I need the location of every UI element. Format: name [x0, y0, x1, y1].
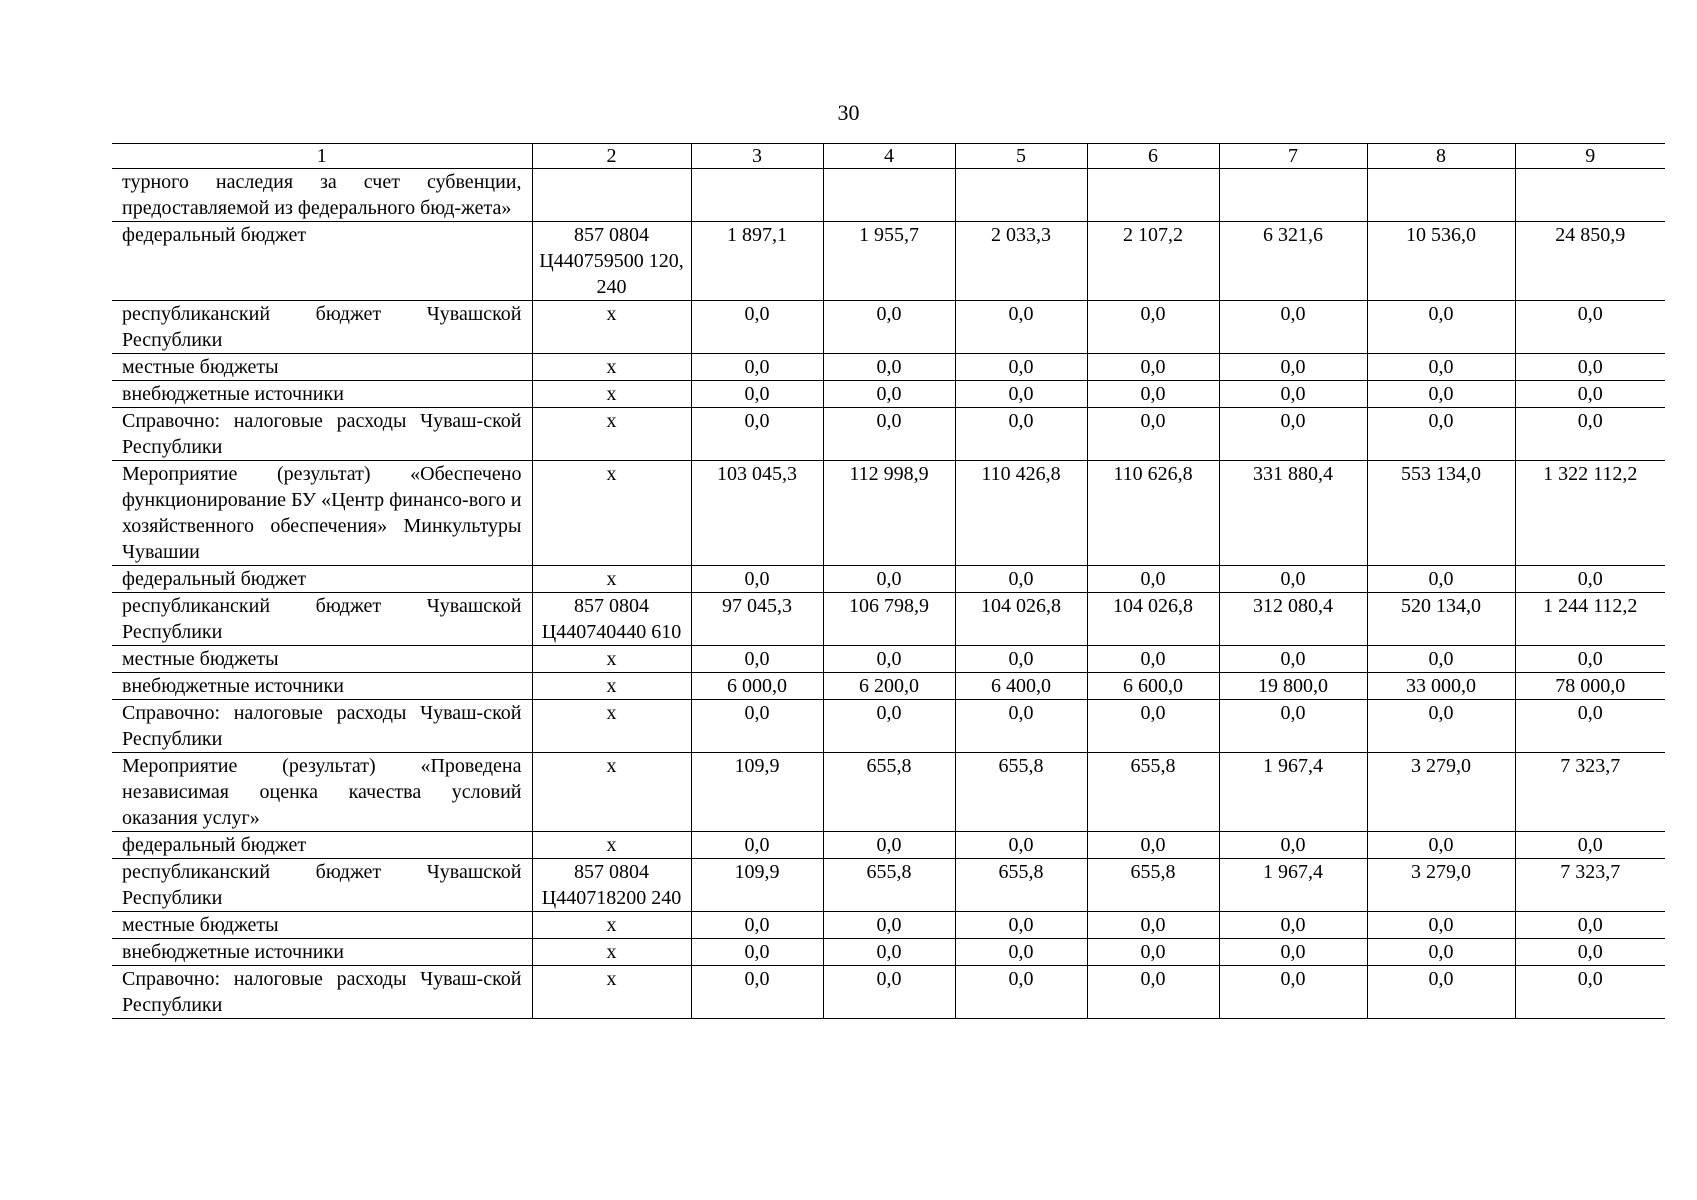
header-cell: 2 — [532, 144, 691, 169]
value-cell: 0,0 — [1367, 381, 1515, 408]
value-cell: 106 798,9 — [823, 593, 955, 646]
value-cell: 0,0 — [955, 832, 1087, 859]
value-cell: 0,0 — [1515, 700, 1665, 753]
value-cell: 0,0 — [691, 646, 823, 673]
value-cell: 0,0 — [1087, 408, 1219, 461]
value-cell: 7 323,7 — [1515, 753, 1665, 832]
value-cell: 6 600,0 — [1087, 673, 1219, 700]
budget-code-cell: 857 0804 Ц440740440 610 — [532, 593, 691, 646]
header-cell: 5 — [955, 144, 1087, 169]
value-cell: 6 000,0 — [691, 673, 823, 700]
value-cell: 0,0 — [691, 381, 823, 408]
value-cell: 0,0 — [1219, 939, 1367, 966]
item-name-cell: федеральный бюджет — [112, 832, 532, 859]
budget-code-cell: 857 0804 Ц440759500 120, 240 — [532, 222, 691, 301]
value-cell: 0,0 — [1219, 646, 1367, 673]
value-cell: 104 026,8 — [955, 593, 1087, 646]
value-cell: 0,0 — [1367, 700, 1515, 753]
value-cell: 312 080,4 — [1219, 593, 1367, 646]
value-cell: 0,0 — [1087, 566, 1219, 593]
value-cell: 0,0 — [1219, 912, 1367, 939]
value-cell: 0,0 — [1087, 646, 1219, 673]
page-number: 30 — [837, 100, 860, 125]
value-cell: 109,9 — [691, 753, 823, 832]
value-cell: 109,9 — [691, 859, 823, 912]
table-row — [112, 700, 1665, 753]
value-cell — [1367, 169, 1515, 222]
value-cell: 104 026,8 — [1087, 593, 1219, 646]
value-cell: 0,0 — [823, 408, 955, 461]
value-cell: 0,0 — [1515, 939, 1665, 966]
header-cell: 7 — [1219, 144, 1367, 169]
value-cell: 0,0 — [955, 646, 1087, 673]
table-row — [112, 301, 1665, 354]
value-cell: 0,0 — [1219, 381, 1367, 408]
value-cell: 0,0 — [823, 939, 955, 966]
value-cell — [823, 169, 955, 222]
value-cell: 0,0 — [691, 301, 823, 354]
table-row — [112, 381, 1665, 408]
value-cell: 0,0 — [1367, 646, 1515, 673]
budget-table — [112, 143, 1665, 1019]
value-cell: 0,0 — [1087, 832, 1219, 859]
budget-code-cell: х — [532, 381, 691, 408]
value-cell: 2 033,3 — [955, 222, 1087, 301]
value-cell: 0,0 — [955, 301, 1087, 354]
value-cell: 6 321,6 — [1219, 222, 1367, 301]
budget-code-cell: х — [532, 832, 691, 859]
value-cell: 0,0 — [823, 354, 955, 381]
value-cell: 0,0 — [823, 966, 955, 1019]
table-row — [112, 939, 1665, 966]
item-name-cell: Справочно: налоговые расходы Чуваш-ской Республики — [112, 700, 532, 753]
budget-code-cell: 857 0804 Ц440718200 240 — [532, 859, 691, 912]
value-cell — [691, 169, 823, 222]
value-cell: 0,0 — [1515, 832, 1665, 859]
value-cell: 0,0 — [1219, 354, 1367, 381]
budget-code-cell: х — [532, 700, 691, 753]
value-cell: 0,0 — [691, 408, 823, 461]
value-cell: 0,0 — [1515, 301, 1665, 354]
table-row — [112, 408, 1665, 461]
value-cell: 0,0 — [1219, 566, 1367, 593]
table-row — [112, 673, 1665, 700]
value-cell: 0,0 — [1087, 912, 1219, 939]
item-name-cell: федеральный бюджет — [112, 222, 532, 301]
value-cell: 1 967,4 — [1219, 753, 1367, 832]
value-cell: 0,0 — [1515, 646, 1665, 673]
value-cell: 0,0 — [1515, 566, 1665, 593]
value-cell: 78 000,0 — [1515, 673, 1665, 700]
header-row — [112, 144, 1665, 169]
table-row — [112, 859, 1665, 912]
value-cell: 0,0 — [955, 408, 1087, 461]
item-name-cell: республиканский бюджет Чувашской Республики — [112, 859, 532, 912]
value-cell — [955, 169, 1087, 222]
budget-code-cell: х — [532, 939, 691, 966]
value-cell: 2 107,2 — [1087, 222, 1219, 301]
item-name-cell: Справочно: налоговые расходы Чуваш-ской Республики — [112, 966, 532, 1019]
budget-code-cell: х — [532, 646, 691, 673]
budget-code-cell: х — [532, 673, 691, 700]
item-name-cell: республиканский бюджет Чувашской Республики — [112, 301, 532, 354]
item-name-cell: местные бюджеты — [112, 912, 532, 939]
value-cell: 0,0 — [823, 566, 955, 593]
value-cell: 0,0 — [1087, 966, 1219, 1019]
value-cell: 0,0 — [691, 912, 823, 939]
value-cell: 0,0 — [1367, 301, 1515, 354]
value-cell: 655,8 — [955, 753, 1087, 832]
value-cell: 0,0 — [1367, 832, 1515, 859]
value-cell: 110 626,8 — [1087, 461, 1219, 566]
item-name-cell: республиканский бюджет Чувашской Республики — [112, 593, 532, 646]
item-name-cell: Справочно: налоговые расходы Чуваш-ской Республики — [112, 408, 532, 461]
header-cell: 9 — [1515, 144, 1665, 169]
value-cell: 0,0 — [1219, 408, 1367, 461]
item-name-cell: турного наследия за счет субвенции, предоставляемой из федерального бюд-жета» — [112, 169, 532, 222]
value-cell: 0,0 — [1219, 700, 1367, 753]
value-cell: 0,0 — [955, 566, 1087, 593]
value-cell: 33 000,0 — [1367, 673, 1515, 700]
value-cell: 10 536,0 — [1367, 222, 1515, 301]
value-cell: 0,0 — [1219, 301, 1367, 354]
value-cell: 0,0 — [823, 646, 955, 673]
value-cell: 0,0 — [1087, 700, 1219, 753]
value-cell: 0,0 — [1087, 939, 1219, 966]
value-cell: 0,0 — [823, 912, 955, 939]
value-cell: 0,0 — [955, 381, 1087, 408]
header-cell: 1 — [112, 144, 532, 169]
value-cell: 0,0 — [823, 301, 955, 354]
value-cell: 0,0 — [691, 832, 823, 859]
value-cell — [1087, 169, 1219, 222]
header-cell: 3 — [691, 144, 823, 169]
value-cell: 0,0 — [1367, 566, 1515, 593]
budget-code-cell: х — [532, 354, 691, 381]
header-cell: 4 — [823, 144, 955, 169]
value-cell: 112 998,9 — [823, 461, 955, 566]
value-cell: 0,0 — [955, 966, 1087, 1019]
item-name-cell: местные бюджеты — [112, 354, 532, 381]
value-cell — [1219, 169, 1367, 222]
value-cell: 0,0 — [1219, 832, 1367, 859]
table-row — [112, 912, 1665, 939]
value-cell: 0,0 — [1367, 912, 1515, 939]
value-cell: 655,8 — [1087, 753, 1219, 832]
table-row — [112, 566, 1665, 593]
table-row — [112, 646, 1665, 673]
value-cell: 1 897,1 — [691, 222, 823, 301]
value-cell: 6 400,0 — [955, 673, 1087, 700]
value-cell: 655,8 — [955, 859, 1087, 912]
item-name-cell: Мероприятие (результат) «Проведена независимая оценка качества условий оказания услуг» — [112, 753, 532, 832]
item-name-cell: внебюджетные источники — [112, 381, 532, 408]
table-row — [112, 461, 1665, 566]
value-cell: 655,8 — [1087, 859, 1219, 912]
table-row — [112, 966, 1665, 1019]
value-cell: 0,0 — [1515, 912, 1665, 939]
value-cell: 0,0 — [1367, 939, 1515, 966]
value-cell: 3 279,0 — [1367, 859, 1515, 912]
value-cell: 110 426,8 — [955, 461, 1087, 566]
value-cell: 0,0 — [1515, 354, 1665, 381]
value-cell: 553 134,0 — [1367, 461, 1515, 566]
value-cell: 1 322 112,2 — [1515, 461, 1665, 566]
item-name-cell: внебюджетные источники — [112, 939, 532, 966]
value-cell: 0,0 — [1219, 966, 1367, 1019]
value-cell: 0,0 — [1367, 354, 1515, 381]
budget-code-cell — [532, 169, 691, 222]
header-cell: 6 — [1087, 144, 1219, 169]
value-cell: 0,0 — [1515, 381, 1665, 408]
value-cell: 0,0 — [691, 966, 823, 1019]
value-cell: 0,0 — [955, 354, 1087, 381]
value-cell: 0,0 — [955, 939, 1087, 966]
value-cell: 7 323,7 — [1515, 859, 1665, 912]
table-row — [112, 753, 1665, 832]
value-cell: 0,0 — [691, 354, 823, 381]
value-cell: 0,0 — [955, 700, 1087, 753]
budget-code-cell: х — [532, 912, 691, 939]
table-row — [112, 832, 1665, 859]
value-cell: 0,0 — [1087, 381, 1219, 408]
table-row — [112, 354, 1665, 381]
value-cell: 0,0 — [1367, 966, 1515, 1019]
value-cell: 0,0 — [823, 832, 955, 859]
value-cell: 1 955,7 — [823, 222, 955, 301]
value-cell: 655,8 — [823, 859, 955, 912]
item-name-cell: Мероприятие (результат) «Обеспечено функционирование БУ «Центр финансо-вого и хозяйственного обеспечения» Минкультуры Чувашии — [112, 461, 532, 566]
budget-code-cell: х — [532, 966, 691, 1019]
item-name-cell: местные бюджеты — [112, 646, 532, 673]
header-cell: 8 — [1367, 144, 1515, 169]
item-name-cell: федеральный бюджет — [112, 566, 532, 593]
value-cell: 0,0 — [823, 700, 955, 753]
value-cell: 0,0 — [1515, 966, 1665, 1019]
value-cell: 0,0 — [691, 566, 823, 593]
budget-code-cell: х — [532, 753, 691, 832]
table-row — [112, 593, 1665, 646]
budget-code-cell: х — [532, 461, 691, 566]
table-row — [112, 222, 1665, 301]
value-cell: 3 279,0 — [1367, 753, 1515, 832]
value-cell: 0,0 — [1087, 354, 1219, 381]
value-cell: 0,0 — [1515, 408, 1665, 461]
value-cell: 0,0 — [955, 912, 1087, 939]
budget-code-cell: х — [532, 408, 691, 461]
value-cell: 0,0 — [691, 700, 823, 753]
value-cell: 0,0 — [823, 381, 955, 408]
value-cell: 24 850,9 — [1515, 222, 1665, 301]
value-cell: 0,0 — [1367, 408, 1515, 461]
item-name-cell: внебюджетные источники — [112, 673, 532, 700]
value-cell: 655,8 — [823, 753, 955, 832]
value-cell: 331 880,4 — [1219, 461, 1367, 566]
value-cell: 0,0 — [691, 939, 823, 966]
value-cell: 103 045,3 — [691, 461, 823, 566]
budget-code-cell: х — [532, 301, 691, 354]
value-cell: 6 200,0 — [823, 673, 955, 700]
value-cell: 1 967,4 — [1219, 859, 1367, 912]
table-row — [112, 169, 1665, 222]
value-cell: 520 134,0 — [1367, 593, 1515, 646]
budget-code-cell: х — [532, 566, 691, 593]
value-cell: 97 045,3 — [691, 593, 823, 646]
value-cell: 0,0 — [1087, 301, 1219, 354]
value-cell: 1 244 112,2 — [1515, 593, 1665, 646]
value-cell: 19 800,0 — [1219, 673, 1367, 700]
value-cell — [1515, 169, 1665, 222]
